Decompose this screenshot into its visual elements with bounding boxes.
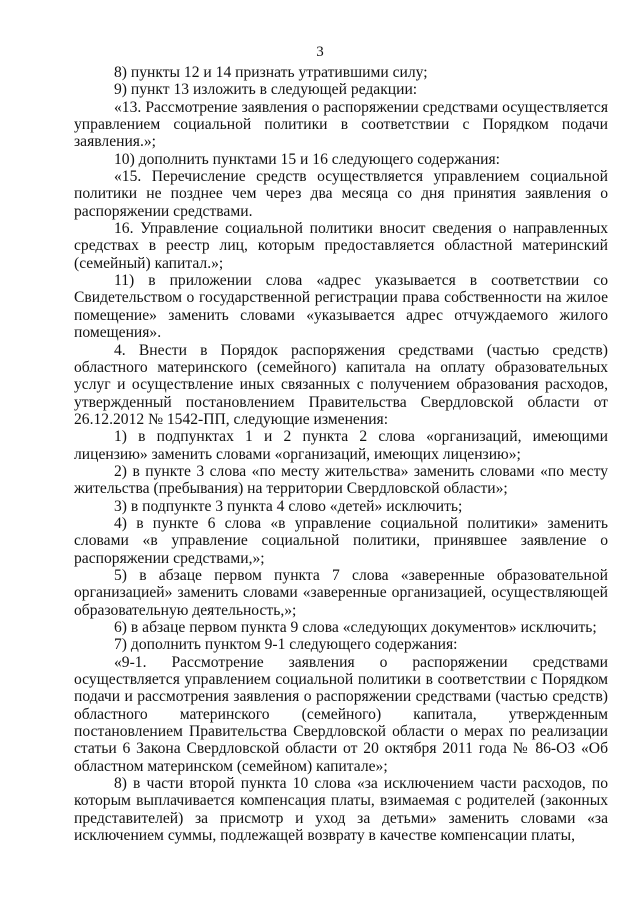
paragraph: 4) в пункте 6 слова «в управление социальной политики» заменить словами «в управление социальной политики, принявшее заявление о распоряжении средствами,»;	[74, 514, 608, 567]
paragraph: 9) пункт 13 изложить в следующей редакции:	[114, 81, 418, 99]
paragraph: «13. Рассмотрение заявления о распоряжении средствами осуществляется управлением социальной политики в соответствии с Порядком подачи заявления.»;	[74, 98, 608, 151]
page-number: 3	[316, 44, 324, 60]
paragraph: 8) в части второй пункта 10 слова «за исключением части расходов, по которым выплачивается компенсация платы, взимаемая с родителей (законных представителей) за присмотр и уход за детьми» заменить словами «за исключением суммы, подлежащей возврату в качестве компенсации платы,	[74, 775, 608, 845]
paragraph: 3) в подпункте 3 пункта 4 слово «детей» исключить;	[114, 497, 463, 515]
document-body	[74, 64, 608, 844]
paragraph: 16. Управление социальной политики вносит сведения о направленных средствах в реестр лиц, которым предоставляется областной материнский (семейный) капитал.»;	[74, 220, 608, 272]
paragraph: 5) в абзаце первом пункта 7 слова «заверенные образовательной организацией» заменить словами «заверенные организацией, осуществляющей образовательную деятельность,»;	[74, 566, 608, 619]
paragraph: 6) в абзаце первом пункта 9 слова «следующих документов» исключить;	[114, 619, 597, 636]
paragraph: 10) дополнить пунктами 15 и 16 следующего содержания:	[114, 150, 501, 168]
paragraph: 7) дополнить пунктом 9-1 следующего содержания:	[114, 636, 458, 654]
paragraph: 2) в пункте 3 слова «по месту жительства» заменить словами «по месту жительства (пребывания) на территории Свердловской области»;	[74, 462, 608, 498]
paragraph: «15. Перечисление средств осуществляется управлением социальной политики не позднее чем через два месяца со дня принятия заявления о распоряжении средствами.	[74, 168, 608, 220]
paragraph: 4. Внести в Порядок распоряжения средствами (частью средств) областного материнского (семейного) капитала на оплату образовательных услуг и осуществление иных связанных с получением образования расходов, утвержденный постановлением Правительства Свердловской области от 26.12.2012 № 1542-ПП, следующие изменения:	[74, 341, 608, 428]
paragraph: 8) пункты 12 и 14 признать утратившими силу;	[114, 64, 428, 81]
paragraph: 1) в подпунктах 1 и 2 пункта 2 слова «организаций, имеющими лицензию» заменить словами «организаций, имеющих лицензию»;	[74, 428, 608, 463]
paragraph: «9-1. Рассмотрение заявления о распоряжении средствами осуществляется управлением социальной политики в соответствии с Порядком подачи и рассмотрения заявления о распоряжении средствами (частью средств) областного материнского (семейного) капитала, утвержденным постановлением Правительства Свердловской области о мерах по реализации статьи 6 Закона Свердловской области от 20 октября 2011 года № 86-ОЗ «Об областном материнском (семейном) капитале»;	[74, 653, 608, 775]
paragraph: 11) в приложении слова «адрес указывается в соответствии со Свидетельством о государственной регистрации права собственности на жилое помещение» заменить словами «указывается адрес отчуждаемого жилого помещения».	[74, 272, 608, 342]
